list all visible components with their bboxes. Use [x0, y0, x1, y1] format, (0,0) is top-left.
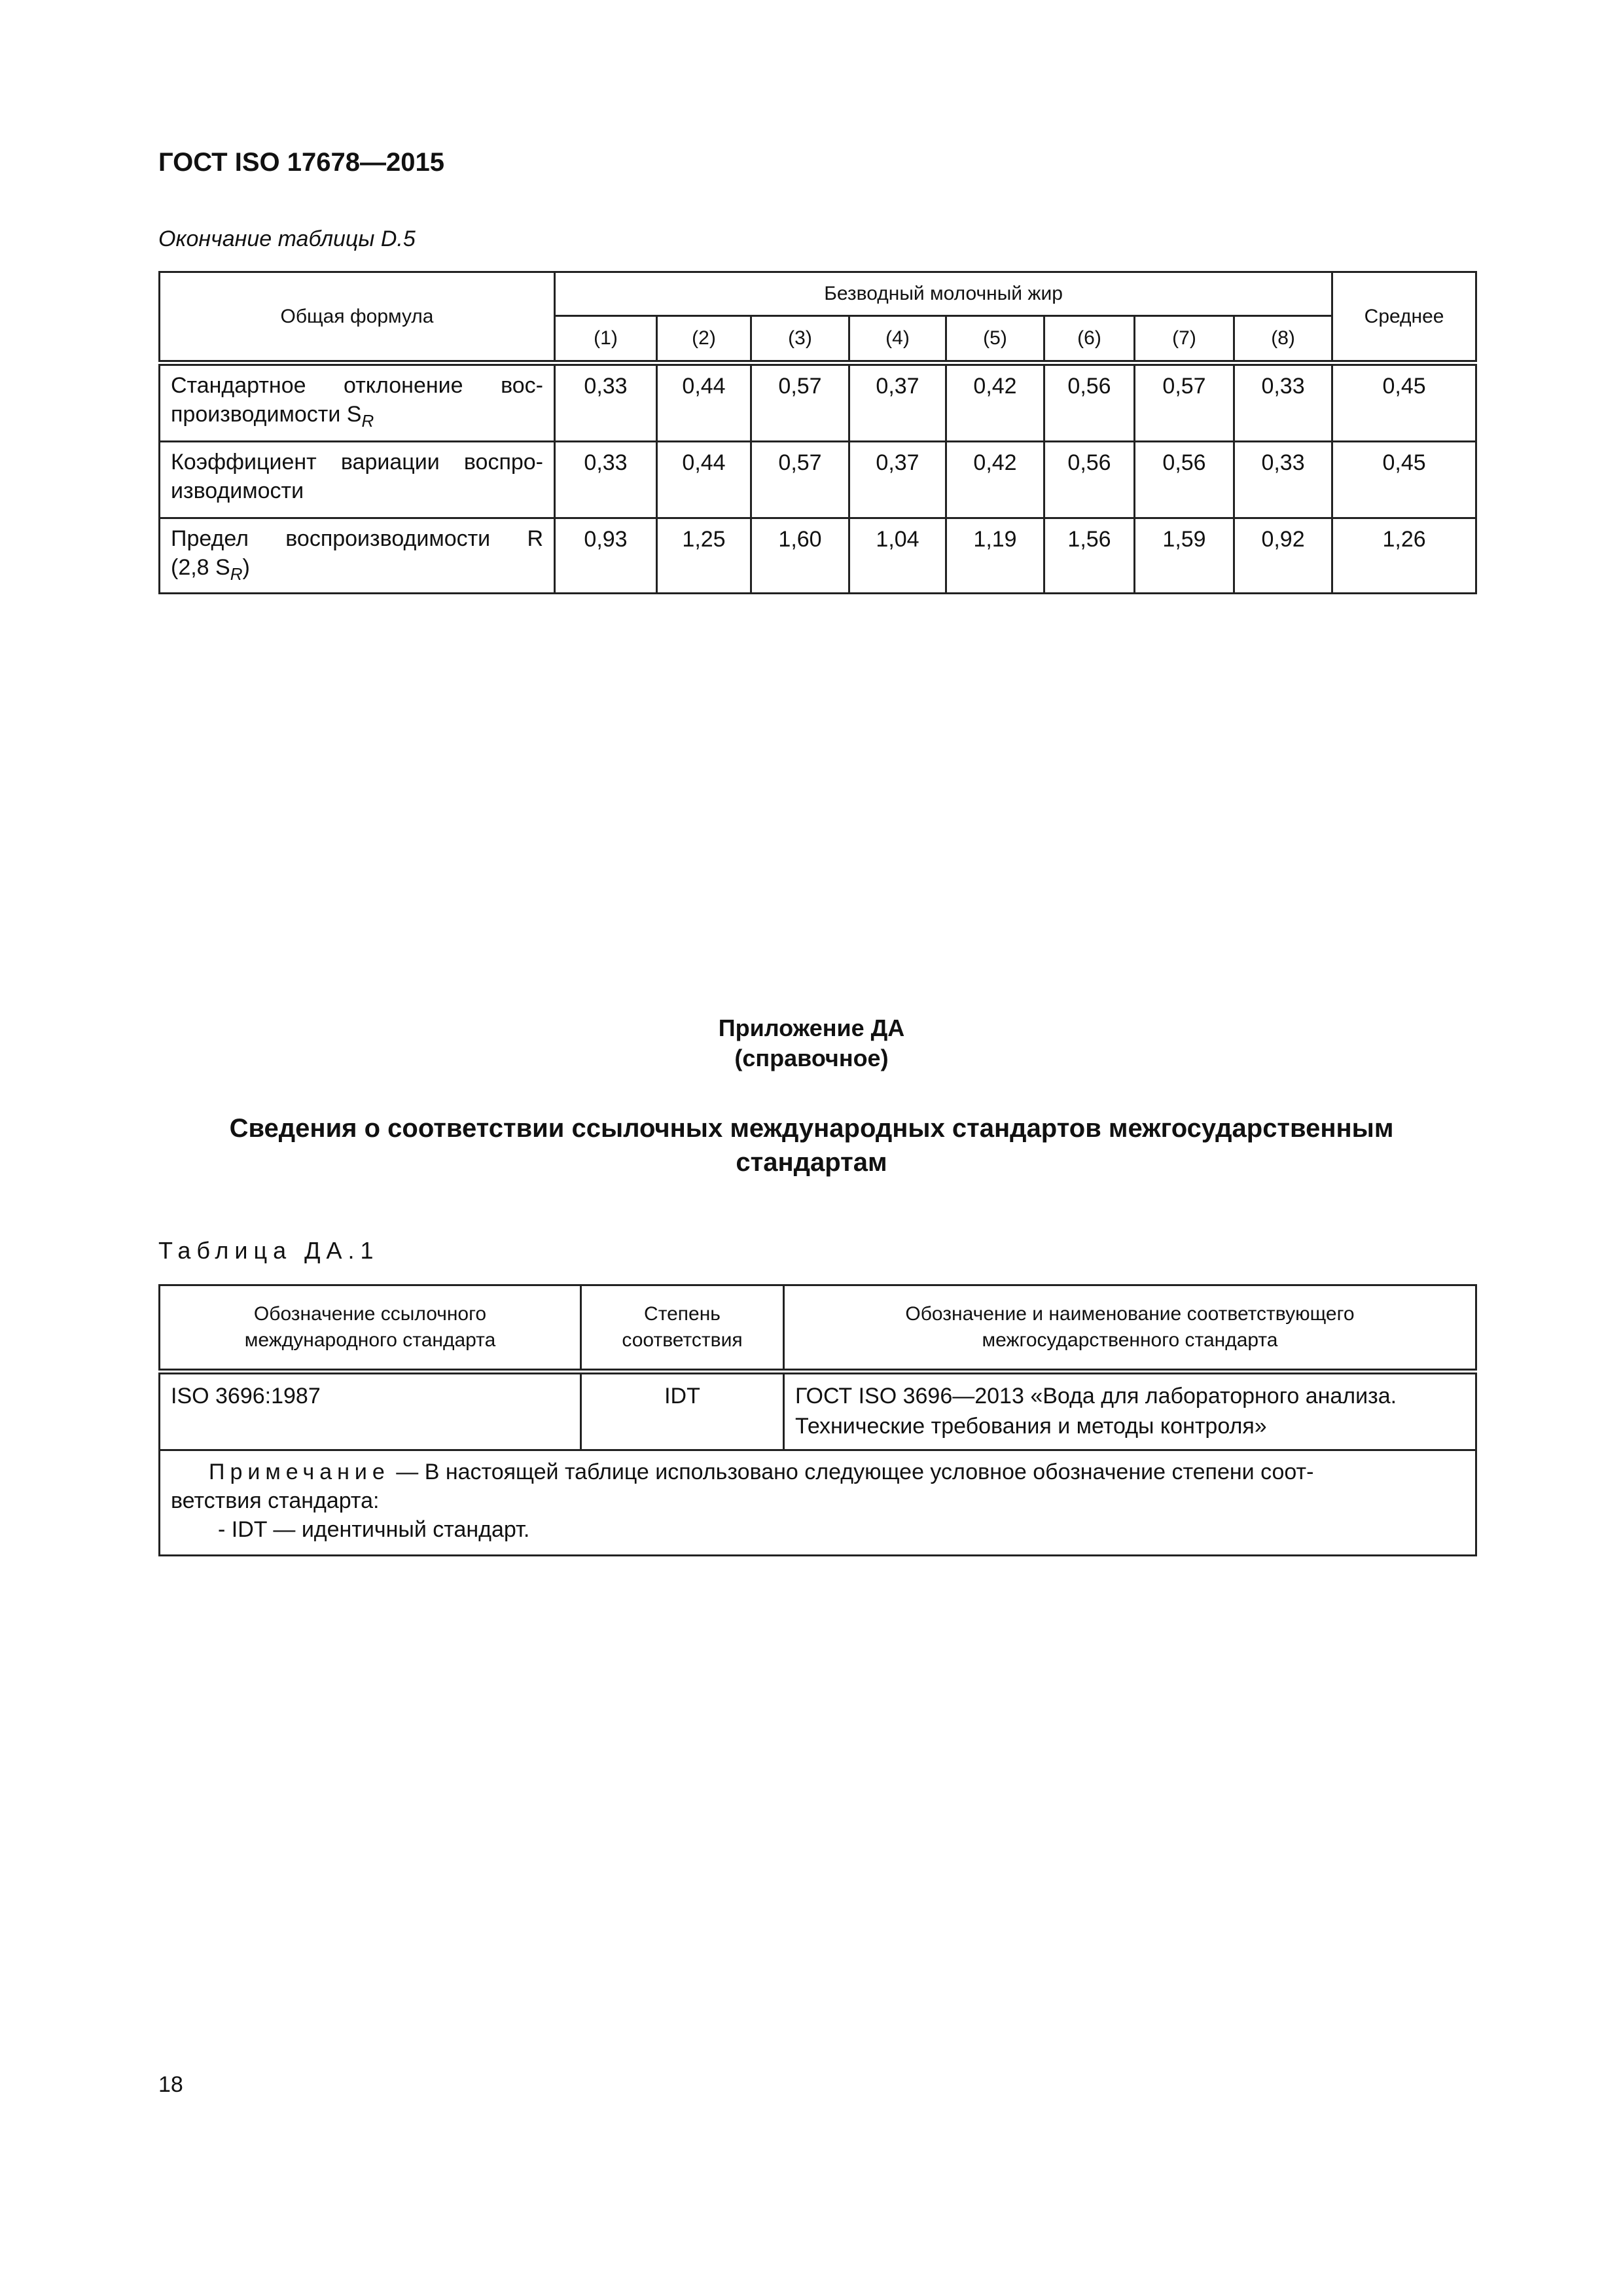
cell-value: 0,57 [751, 363, 849, 442]
row-label: Предел воспроизводимости R (2,8 $S_R$) [160, 518, 555, 594]
cell-value: 0,33 [555, 363, 657, 442]
table-da1-caption: Таблица ДА.1 [158, 1237, 380, 1264]
header-mean: Среднее [1332, 272, 1476, 363]
cell-value: 0,42 [946, 363, 1044, 442]
table-row [160, 1372, 1476, 1450]
section-title: Сведения о соответствии ссылочных международных стандартов межгосударственным стандартам [229, 1114, 1394, 1177]
table-row [160, 518, 1476, 594]
table-row [160, 363, 1476, 442]
cell-reference-standard: ISO 3696:1987 [160, 1372, 581, 1450]
cell-value: 0,33 [555, 442, 657, 518]
row-label: Коэффициент вариации воспро- изводимости [160, 442, 555, 518]
cell-value: 1,60 [751, 518, 849, 594]
cell-value: 0,92 [1234, 518, 1332, 594]
header-col-5: (5) [946, 316, 1044, 363]
note-label: Примечание [209, 1460, 390, 1484]
cell-value: 1,59 [1135, 518, 1234, 594]
cell-degree: IDT [581, 1372, 784, 1450]
header-col-4: (4) [849, 316, 946, 363]
cell-value: 1,56 [1044, 518, 1135, 594]
cell-value: 0,44 [657, 363, 751, 442]
header-degree-of-compliance: Степень соответствия [581, 1285, 784, 1372]
cell-value: 0,37 [849, 442, 946, 518]
document-title: ГОСТ ISO 17678—2015 [158, 148, 444, 177]
table-row [160, 442, 1476, 518]
cell-mean: 1,26 [1332, 518, 1476, 594]
cell-value: 0,42 [946, 442, 1044, 518]
cell-value: 0,57 [1135, 363, 1234, 442]
cell-gost: ГОСТ ISO 3696—2013 «Вода для лабораторного анализа. Технические требования и методы контроля» [784, 1372, 1476, 1450]
row-label: Стандартное отклонение вос- производимости $S_R$ [160, 363, 555, 442]
cell-value: 0,33 [1234, 363, 1332, 442]
cell-value: 0,56 [1044, 363, 1135, 442]
header-col-8: (8) [1234, 316, 1332, 363]
header-col-2: (2) [657, 316, 751, 363]
cell-value: 0,44 [657, 442, 751, 518]
header-col-7: (7) [1135, 316, 1234, 363]
cell-value: 0,33 [1234, 442, 1332, 518]
cell-value: 0,93 [555, 518, 657, 594]
cell-value: 0,57 [751, 442, 849, 518]
cell-value: 0,37 [849, 363, 946, 442]
page-number: 18 [158, 2072, 183, 2097]
cell-value: 0,56 [1135, 442, 1234, 518]
header-col-6: (6) [1044, 316, 1135, 363]
header-col-3: (3) [751, 316, 849, 363]
cell-value: 0,56 [1044, 442, 1135, 518]
table-da1 [158, 1284, 1477, 1556]
cell-value: 1,19 [946, 518, 1044, 594]
cell-mean: 0,45 [1332, 363, 1476, 442]
note-cell: Примечание — В настоящей таблице использовано следующее условное обозначение степени соот- ветствия стандарта: - IDT — идентичный стандарт. [160, 1450, 1476, 1556]
appendix-title: Приложение ДА (справочное) [718, 1014, 905, 1071]
header-col-1: (1) [555, 316, 657, 363]
header-anhydrous-milk-fat: Безводный молочный жир [555, 272, 1332, 316]
cell-value: 1,04 [849, 518, 946, 594]
table-d5 [158, 271, 1477, 594]
cell-mean: 0,45 [1332, 442, 1476, 518]
header-reference-standard: Обозначение ссылочного международного стандарта [160, 1285, 581, 1372]
header-formula: Общая формула [160, 272, 555, 363]
header-interstate-standard: Обозначение и наименование соответствующего межгосударственного стандарта [784, 1285, 1476, 1372]
table-caption: Окончание таблицы D.5 [158, 226, 416, 251]
cell-value: 1,25 [657, 518, 751, 594]
table-note [160, 1450, 1476, 1556]
